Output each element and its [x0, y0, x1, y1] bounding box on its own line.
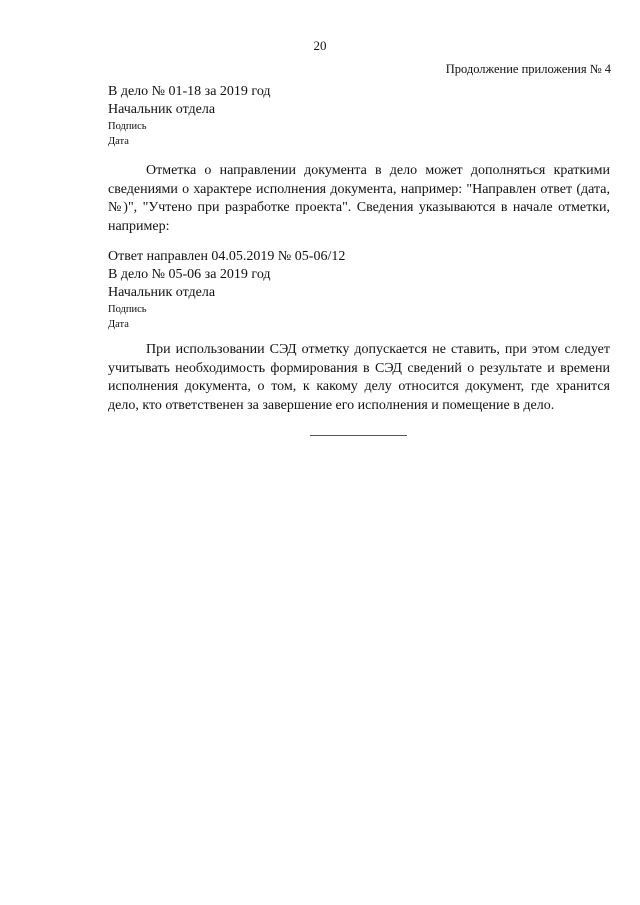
case-line: В дело № 01-18 за 2019 год — [108, 84, 271, 99]
signature-line: Подпись — [108, 121, 147, 132]
reply-line: Ответ направлен 04.05.2019 № 05-06/12 — [108, 249, 346, 264]
paragraph-sed-note: При использовании СЭД отметку допускается не ставить, при этом следует учитывать необходимость формирования в СЭД сведений о результате и времени исполнения документа, о том, к какому делу относится документ, где хранится дело, кто ответственен за завершение его исполнения и помещение в дело. — [108, 342, 610, 413]
date-line: Дата — [108, 136, 129, 147]
position-line: Начальник отдела — [108, 102, 216, 117]
position-line: Начальник отдела — [108, 285, 216, 300]
page-number: 20 — [313, 38, 327, 53]
paragraph-direction-note: Отметка о направлении документа в дело может дополняться краткими сведениями о характере исполнения документа, например: "Направлен ответ (дата, №)", "Учтено при разработке проекта". Сведения указываются в начале отметки, например: — [108, 163, 610, 234]
end-separator-line — [310, 435, 407, 436]
document-body — [108, 80, 610, 415]
appendix-continuation-note: Продолжение приложения № 4 — [445, 62, 611, 76]
case-mark-example-2 — [108, 248, 610, 332]
case-line: В дело № 05-06 за 2019 год — [108, 267, 271, 282]
signature-line: Подпись — [108, 304, 147, 315]
case-mark-example-1 — [108, 83, 610, 149]
date-line: Дата — [108, 319, 129, 330]
